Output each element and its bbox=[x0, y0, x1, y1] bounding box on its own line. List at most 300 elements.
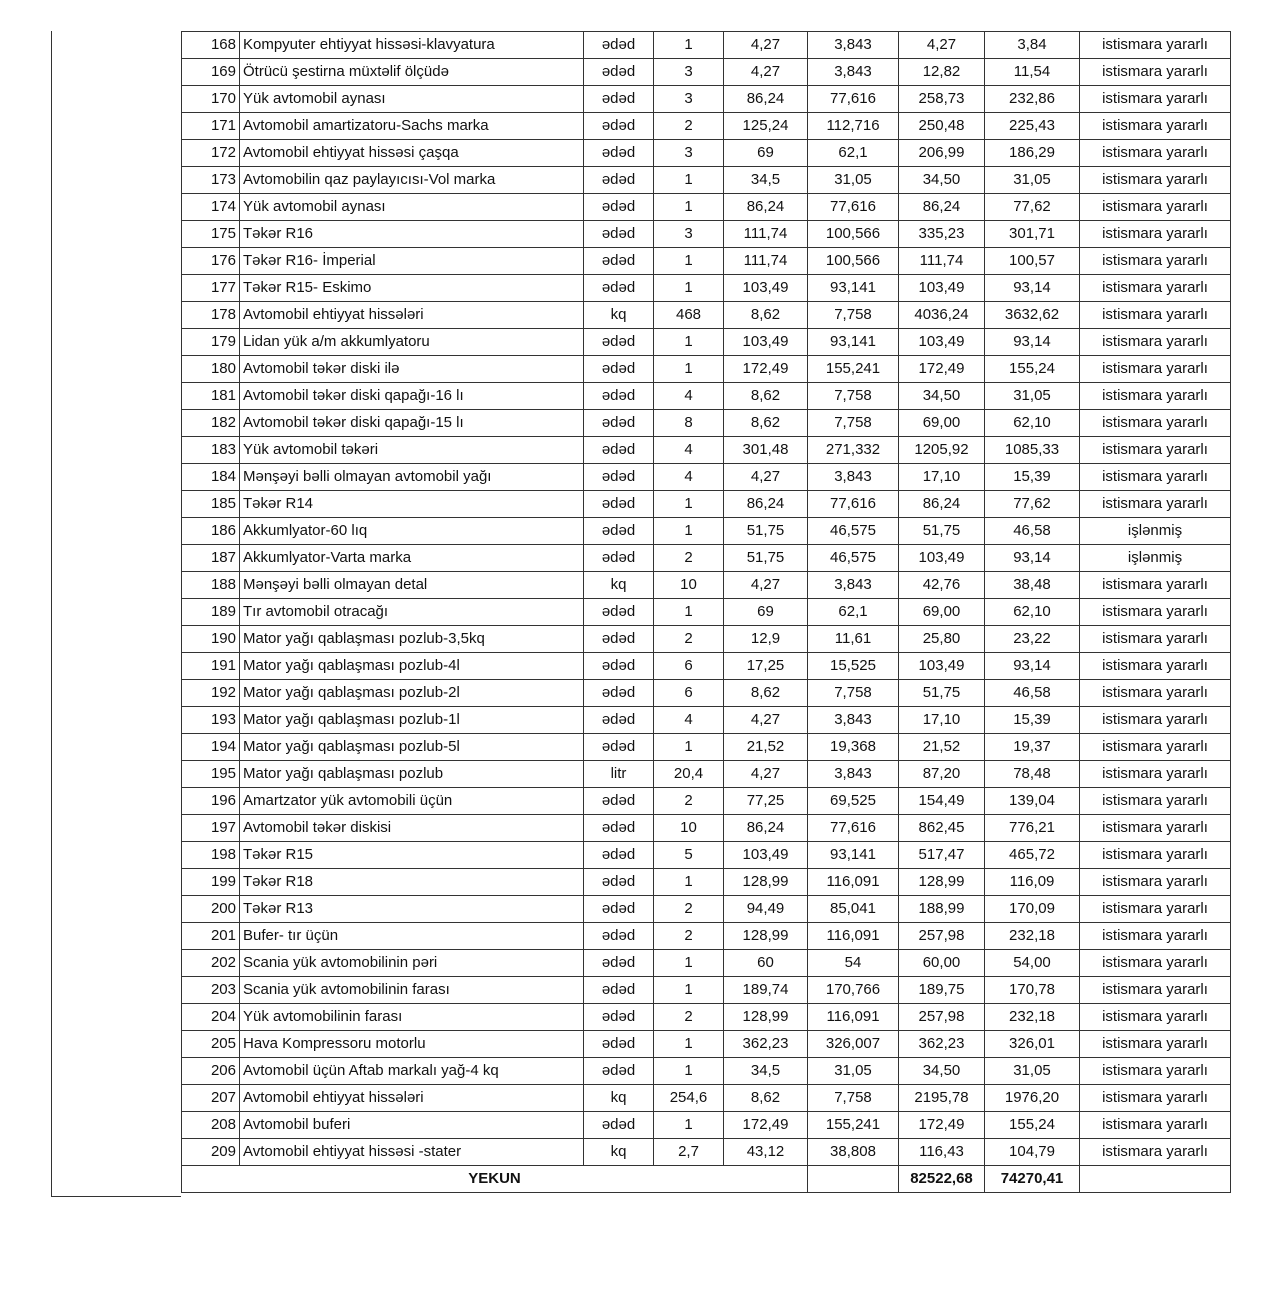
table-row bbox=[182, 545, 1231, 572]
total-price: 69,00 bbox=[899, 599, 985, 626]
item-name: Təkər R14 bbox=[240, 491, 584, 518]
total-price: 51,75 bbox=[899, 680, 985, 707]
row-number: 171 bbox=[182, 113, 240, 140]
condition-status: istismara yararlı bbox=[1080, 977, 1231, 1004]
table-row bbox=[182, 140, 1231, 167]
total-price-adjusted: 31,05 bbox=[985, 383, 1080, 410]
total-price: 103,49 bbox=[899, 545, 985, 572]
table-row bbox=[182, 59, 1231, 86]
table-row bbox=[182, 572, 1231, 599]
unit: litr bbox=[584, 761, 654, 788]
total-price-adjusted: 93,14 bbox=[985, 329, 1080, 356]
unit-price: 128,99 bbox=[724, 869, 808, 896]
row-number: 169 bbox=[182, 59, 240, 86]
quantity: 6 bbox=[654, 653, 724, 680]
row-number: 204 bbox=[182, 1004, 240, 1031]
total-price: 862,45 bbox=[899, 815, 985, 842]
total-price-adjusted: 301,71 bbox=[985, 221, 1080, 248]
quantity: 3 bbox=[654, 59, 724, 86]
unit-price-adjusted: 31,05 bbox=[808, 1058, 899, 1085]
unit: ədəd bbox=[584, 32, 654, 59]
table-row bbox=[182, 356, 1231, 383]
quantity: 20,4 bbox=[654, 761, 724, 788]
unit: ədəd bbox=[584, 923, 654, 950]
item-name: Mator yağı qablaşması pozlub-4l bbox=[240, 653, 584, 680]
quantity: 2 bbox=[654, 626, 724, 653]
total-price: 42,76 bbox=[899, 572, 985, 599]
total-price: 116,43 bbox=[899, 1139, 985, 1166]
unit-price-adjusted: 93,141 bbox=[808, 275, 899, 302]
item-name: Təkər R16 bbox=[240, 221, 584, 248]
unit: ədəd bbox=[584, 707, 654, 734]
quantity: 2 bbox=[654, 923, 724, 950]
table-row bbox=[182, 1004, 1231, 1031]
unit: ədəd bbox=[584, 950, 654, 977]
unit-price: 34,5 bbox=[724, 167, 808, 194]
total-price: 34,50 bbox=[899, 383, 985, 410]
unit-price: 128,99 bbox=[724, 923, 808, 950]
item-name: Təkər R15 bbox=[240, 842, 584, 869]
total-price-adjusted: 170,78 bbox=[985, 977, 1080, 1004]
total-price-adjusted: 155,24 bbox=[985, 1112, 1080, 1139]
unit-price-adjusted: 15,525 bbox=[808, 653, 899, 680]
row-number: 193 bbox=[182, 707, 240, 734]
quantity: 1 bbox=[654, 329, 724, 356]
condition-status: istismara yararlı bbox=[1080, 248, 1231, 275]
total-price-adjusted: 100,57 bbox=[985, 248, 1080, 275]
unit: ədəd bbox=[584, 275, 654, 302]
total-price: 128,99 bbox=[899, 869, 985, 896]
unit: ədəd bbox=[584, 626, 654, 653]
table-row bbox=[182, 518, 1231, 545]
unit-price-adjusted: 116,091 bbox=[808, 869, 899, 896]
item-name: Ötrücü şestirna müxtəlif ölçüdə bbox=[240, 59, 584, 86]
row-number: 178 bbox=[182, 302, 240, 329]
total-price-adjusted: 225,43 bbox=[985, 113, 1080, 140]
total-price-adjusted: 1085,33 bbox=[985, 437, 1080, 464]
total-price: 154,49 bbox=[899, 788, 985, 815]
total-label: YEKUN bbox=[182, 1166, 808, 1193]
total-price-adjusted: 776,21 bbox=[985, 815, 1080, 842]
unit-price: 94,49 bbox=[724, 896, 808, 923]
table-row bbox=[182, 194, 1231, 221]
table-row bbox=[182, 32, 1231, 59]
table-row bbox=[182, 437, 1231, 464]
table-row bbox=[182, 302, 1231, 329]
unit-price-adjusted: 19,368 bbox=[808, 734, 899, 761]
unit-price-adjusted: 3,843 bbox=[808, 32, 899, 59]
unit: ədəd bbox=[584, 842, 654, 869]
unit-price: 103,49 bbox=[724, 275, 808, 302]
unit-price-adjusted: 7,758 bbox=[808, 1085, 899, 1112]
item-name: Avtomobil təkər diskisi bbox=[240, 815, 584, 842]
item-name: Avtomobil ehtiyyat hissələri bbox=[240, 1085, 584, 1112]
total-price-adjusted: 31,05 bbox=[985, 167, 1080, 194]
item-name: Avtomobil ehtiyyat hissəsi çaşqa bbox=[240, 140, 584, 167]
total-status-empty bbox=[1080, 1166, 1231, 1193]
unit-price: 86,24 bbox=[724, 491, 808, 518]
unit-price-adjusted: 77,616 bbox=[808, 491, 899, 518]
row-number: 173 bbox=[182, 167, 240, 194]
unit: ədəd bbox=[584, 86, 654, 113]
item-name: Bufer- tır üçün bbox=[240, 923, 584, 950]
item-name: Yük avtomobilinin farası bbox=[240, 1004, 584, 1031]
unit-price-adjusted: 11,61 bbox=[808, 626, 899, 653]
quantity: 1 bbox=[654, 1058, 724, 1085]
unit-price: 4,27 bbox=[724, 59, 808, 86]
unit: ədəd bbox=[584, 545, 654, 572]
condition-status: istismara yararlı bbox=[1080, 221, 1231, 248]
unit: ədəd bbox=[584, 167, 654, 194]
row-number: 183 bbox=[182, 437, 240, 464]
unit: kq bbox=[584, 1139, 654, 1166]
unit: ədəd bbox=[584, 896, 654, 923]
condition-status: istismara yararlı bbox=[1080, 1139, 1231, 1166]
unit: kq bbox=[584, 302, 654, 329]
unit: ədəd bbox=[584, 383, 654, 410]
item-name: Avtomobil təkər diski qapağı-16 lı bbox=[240, 383, 584, 410]
quantity: 1 bbox=[654, 167, 724, 194]
total-price: 189,75 bbox=[899, 977, 985, 1004]
row-number: 182 bbox=[182, 410, 240, 437]
quantity: 3 bbox=[654, 140, 724, 167]
unit-price: 128,99 bbox=[724, 1004, 808, 1031]
table-row bbox=[182, 1139, 1231, 1166]
row-number: 170 bbox=[182, 86, 240, 113]
total-price-adjusted: 93,14 bbox=[985, 545, 1080, 572]
unit-price-adjusted: 116,091 bbox=[808, 923, 899, 950]
total-price-adjusted: 3,84 bbox=[985, 32, 1080, 59]
total-price: 2195,78 bbox=[899, 1085, 985, 1112]
total-price-adjusted: 11,54 bbox=[985, 59, 1080, 86]
condition-status: istismara yararlı bbox=[1080, 383, 1231, 410]
table-row bbox=[182, 896, 1231, 923]
condition-status: istismara yararlı bbox=[1080, 356, 1231, 383]
unit-price-adjusted: 3,843 bbox=[808, 464, 899, 491]
table-row bbox=[182, 815, 1231, 842]
table-row bbox=[182, 383, 1231, 410]
item-name: Yük avtomobil aynası bbox=[240, 194, 584, 221]
row-number: 191 bbox=[182, 653, 240, 680]
unit-price: 60 bbox=[724, 950, 808, 977]
table-row bbox=[182, 680, 1231, 707]
unit-price: 43,12 bbox=[724, 1139, 808, 1166]
item-name: Hava Kompressoru motorlu bbox=[240, 1031, 584, 1058]
total-price-adjusted: 77,62 bbox=[985, 491, 1080, 518]
row-number: 180 bbox=[182, 356, 240, 383]
total-price: 21,52 bbox=[899, 734, 985, 761]
unit-price: 8,62 bbox=[724, 1085, 808, 1112]
quantity: 1 bbox=[654, 1112, 724, 1139]
condition-status: istismara yararlı bbox=[1080, 329, 1231, 356]
total-price-adjusted: 38,48 bbox=[985, 572, 1080, 599]
condition-status: istismara yararlı bbox=[1080, 113, 1231, 140]
unit-price-adjusted: 54 bbox=[808, 950, 899, 977]
quantity: 8 bbox=[654, 410, 724, 437]
unit: ədəd bbox=[584, 518, 654, 545]
table-row bbox=[182, 86, 1231, 113]
unit: ədəd bbox=[584, 437, 654, 464]
condition-status: istismara yararlı bbox=[1080, 572, 1231, 599]
unit-price: 69 bbox=[724, 599, 808, 626]
table-row bbox=[182, 869, 1231, 896]
unit-price: 111,74 bbox=[724, 248, 808, 275]
total-price-adjusted: 78,48 bbox=[985, 761, 1080, 788]
unit-price: 8,62 bbox=[724, 302, 808, 329]
total-price-adjusted: 170,09 bbox=[985, 896, 1080, 923]
quantity: 2 bbox=[654, 545, 724, 572]
unit: ədəd bbox=[584, 194, 654, 221]
total-price: 103,49 bbox=[899, 275, 985, 302]
unit-price: 172,49 bbox=[724, 356, 808, 383]
total-price-adjusted: 139,04 bbox=[985, 788, 1080, 815]
quantity: 3 bbox=[654, 86, 724, 113]
total-price: 103,49 bbox=[899, 329, 985, 356]
unit: ədəd bbox=[584, 1031, 654, 1058]
unit-price: 172,49 bbox=[724, 1112, 808, 1139]
total-row bbox=[182, 1166, 1231, 1193]
total-price: 87,20 bbox=[899, 761, 985, 788]
unit: ədəd bbox=[584, 1004, 654, 1031]
total-price-adjusted: 62,10 bbox=[985, 410, 1080, 437]
unit-price-adjusted: 3,843 bbox=[808, 572, 899, 599]
condition-status: işlənmiş bbox=[1080, 545, 1231, 572]
item-name: Mator yağı qablaşması pozlub-3,5kq bbox=[240, 626, 584, 653]
unit-price: 111,74 bbox=[724, 221, 808, 248]
row-number: 168 bbox=[182, 32, 240, 59]
total-price: 17,10 bbox=[899, 707, 985, 734]
quantity: 4 bbox=[654, 707, 724, 734]
unit: ədəd bbox=[584, 329, 654, 356]
quantity: 2 bbox=[654, 788, 724, 815]
item-name: Mator yağı qablaşması pozlub bbox=[240, 761, 584, 788]
condition-status: istismara yararlı bbox=[1080, 950, 1231, 977]
total-price: 258,73 bbox=[899, 86, 985, 113]
unit-price: 8,62 bbox=[724, 680, 808, 707]
item-name: Yük avtomobil təkəri bbox=[240, 437, 584, 464]
total-price-adjusted: 31,05 bbox=[985, 1058, 1080, 1085]
total-price: 1205,92 bbox=[899, 437, 985, 464]
unit-price: 189,74 bbox=[724, 977, 808, 1004]
item-name: Kompyuter ehtiyyat hissəsi-klavyatura bbox=[240, 32, 584, 59]
item-name: Amartzator yük avtomobili üçün bbox=[240, 788, 584, 815]
table-row bbox=[182, 464, 1231, 491]
table-row bbox=[182, 1112, 1231, 1139]
row-number: 203 bbox=[182, 977, 240, 1004]
condition-status: istismara yararlı bbox=[1080, 1085, 1231, 1112]
condition-status: istismara yararlı bbox=[1080, 59, 1231, 86]
quantity: 4 bbox=[654, 437, 724, 464]
item-name: Avtomobil buferi bbox=[240, 1112, 584, 1139]
condition-status: istismara yararlı bbox=[1080, 869, 1231, 896]
quantity: 5 bbox=[654, 842, 724, 869]
row-number: 176 bbox=[182, 248, 240, 275]
total-price-adjusted: 116,09 bbox=[985, 869, 1080, 896]
unit-price-adjusted: 7,758 bbox=[808, 383, 899, 410]
table-row bbox=[182, 923, 1231, 950]
unit: ədəd bbox=[584, 491, 654, 518]
total-price: 172,49 bbox=[899, 1112, 985, 1139]
total-price-adjusted: 1976,20 bbox=[985, 1085, 1080, 1112]
unit-price-adjusted: 69,525 bbox=[808, 788, 899, 815]
total-price-adjusted: 19,37 bbox=[985, 734, 1080, 761]
unit: ədəd bbox=[584, 680, 654, 707]
row-number: 195 bbox=[182, 761, 240, 788]
total-price: 103,49 bbox=[899, 653, 985, 680]
row-number: 181 bbox=[182, 383, 240, 410]
unit-price-adjusted: 46,575 bbox=[808, 518, 899, 545]
total-price: 86,24 bbox=[899, 491, 985, 518]
unit-price: 103,49 bbox=[724, 842, 808, 869]
condition-status: istismara yararlı bbox=[1080, 734, 1231, 761]
condition-status: istismara yararlı bbox=[1080, 491, 1231, 518]
table-row bbox=[182, 842, 1231, 869]
quantity: 1 bbox=[654, 32, 724, 59]
item-name: Təkər R18 bbox=[240, 869, 584, 896]
total-price-adjusted: 104,79 bbox=[985, 1139, 1080, 1166]
item-name: Mənşəyi bəlli olmayan avtomobil yağı bbox=[240, 464, 584, 491]
row-number: 189 bbox=[182, 599, 240, 626]
item-name: Avtomobil amartizatoru-Sachs marka bbox=[240, 113, 584, 140]
unit-price-adjusted: 326,007 bbox=[808, 1031, 899, 1058]
unit-price-adjusted: 100,566 bbox=[808, 248, 899, 275]
unit: ədəd bbox=[584, 815, 654, 842]
total-price-adjusted: 62,10 bbox=[985, 599, 1080, 626]
unit-price: 86,24 bbox=[724, 86, 808, 113]
total-price: 51,75 bbox=[899, 518, 985, 545]
quantity: 1 bbox=[654, 734, 724, 761]
unit-price-adjusted: 31,05 bbox=[808, 167, 899, 194]
condition-status: istismara yararlı bbox=[1080, 923, 1231, 950]
condition-status: istismara yararlı bbox=[1080, 842, 1231, 869]
total-price-adjusted: 3632,62 bbox=[985, 302, 1080, 329]
unit-price: 362,23 bbox=[724, 1031, 808, 1058]
unit-price-adjusted: 46,575 bbox=[808, 545, 899, 572]
row-number: 208 bbox=[182, 1112, 240, 1139]
unit-price: 86,24 bbox=[724, 194, 808, 221]
unit-price-adjusted: 62,1 bbox=[808, 599, 899, 626]
condition-status: istismara yararlı bbox=[1080, 275, 1231, 302]
total-price: 4,27 bbox=[899, 32, 985, 59]
unit: kq bbox=[584, 1085, 654, 1112]
quantity: 254,6 bbox=[654, 1085, 724, 1112]
total-sum: 82522,68 bbox=[899, 1166, 985, 1193]
quantity: 10 bbox=[654, 815, 724, 842]
unit-price: 4,27 bbox=[724, 572, 808, 599]
row-number: 186 bbox=[182, 518, 240, 545]
row-number: 200 bbox=[182, 896, 240, 923]
unit-price-adjusted: 170,766 bbox=[808, 977, 899, 1004]
row-number: 205 bbox=[182, 1031, 240, 1058]
quantity: 2,7 bbox=[654, 1139, 724, 1166]
unit: ədəd bbox=[584, 113, 654, 140]
condition-status: işlənmiş bbox=[1080, 518, 1231, 545]
total-sum2: 74270,41 bbox=[985, 1166, 1080, 1193]
total-price-adjusted: 15,39 bbox=[985, 707, 1080, 734]
item-name: Avtomobil ehtiyyat hissələri bbox=[240, 302, 584, 329]
row-number: 198 bbox=[182, 842, 240, 869]
condition-status: istismara yararlı bbox=[1080, 1112, 1231, 1139]
row-number: 174 bbox=[182, 194, 240, 221]
condition-status: istismara yararlı bbox=[1080, 626, 1231, 653]
table-row bbox=[182, 950, 1231, 977]
total-price-adjusted: 93,14 bbox=[985, 653, 1080, 680]
table-row bbox=[182, 329, 1231, 356]
total-price-adjusted: 326,01 bbox=[985, 1031, 1080, 1058]
unit-price-adjusted: 155,241 bbox=[808, 1112, 899, 1139]
table-row bbox=[182, 491, 1231, 518]
unit-price: 103,49 bbox=[724, 329, 808, 356]
condition-status: istismara yararlı bbox=[1080, 761, 1231, 788]
item-name: Mənşəyi bəlli olmayan detal bbox=[240, 572, 584, 599]
table-row bbox=[182, 734, 1231, 761]
unit: ədəd bbox=[584, 869, 654, 896]
table-row bbox=[182, 248, 1231, 275]
condition-status: istismara yararlı bbox=[1080, 167, 1231, 194]
unit-price: 8,62 bbox=[724, 383, 808, 410]
unit-price-adjusted: 112,716 bbox=[808, 113, 899, 140]
row-number: 206 bbox=[182, 1058, 240, 1085]
total-price: 188,99 bbox=[899, 896, 985, 923]
total-price-adjusted: 232,86 bbox=[985, 86, 1080, 113]
item-name: Avtomobilin qaz paylayıcısı-Vol marka bbox=[240, 167, 584, 194]
unit-price: 8,62 bbox=[724, 410, 808, 437]
unit-price: 69 bbox=[724, 140, 808, 167]
row-number: 192 bbox=[182, 680, 240, 707]
total-price: 335,23 bbox=[899, 221, 985, 248]
row-number: 187 bbox=[182, 545, 240, 572]
unit-price-adjusted: 100,566 bbox=[808, 221, 899, 248]
item-name: Təkər R15- Eskimo bbox=[240, 275, 584, 302]
quantity: 3 bbox=[654, 221, 724, 248]
unit-price-adjusted: 3,843 bbox=[808, 59, 899, 86]
unit: kq bbox=[584, 572, 654, 599]
unit-price: 4,27 bbox=[724, 761, 808, 788]
total-empty-cell bbox=[808, 1166, 899, 1193]
row-number: 207 bbox=[182, 1085, 240, 1112]
row-number: 175 bbox=[182, 221, 240, 248]
row-number: 188 bbox=[182, 572, 240, 599]
table-row bbox=[182, 1058, 1231, 1085]
unit-price-adjusted: 7,758 bbox=[808, 410, 899, 437]
quantity: 1 bbox=[654, 599, 724, 626]
unit-price: 51,75 bbox=[724, 545, 808, 572]
total-price-adjusted: 46,58 bbox=[985, 680, 1080, 707]
total-price-adjusted: 232,18 bbox=[985, 1004, 1080, 1031]
unit-price: 34,5 bbox=[724, 1058, 808, 1085]
unit-price-adjusted: 116,091 bbox=[808, 1004, 899, 1031]
quantity: 1 bbox=[654, 194, 724, 221]
condition-status: istismara yararlı bbox=[1080, 815, 1231, 842]
table-row bbox=[182, 599, 1231, 626]
row-number: 179 bbox=[182, 329, 240, 356]
condition-status: istismara yararlı bbox=[1080, 194, 1231, 221]
total-price: 362,23 bbox=[899, 1031, 985, 1058]
unit-price: 301,48 bbox=[724, 437, 808, 464]
condition-status: istismara yararlı bbox=[1080, 410, 1231, 437]
table-row bbox=[182, 410, 1231, 437]
quantity: 2 bbox=[654, 113, 724, 140]
table-row bbox=[182, 1085, 1231, 1112]
item-name: Akkumlyator-Varta marka bbox=[240, 545, 584, 572]
quantity: 1 bbox=[654, 356, 724, 383]
condition-status: istismara yararlı bbox=[1080, 1004, 1231, 1031]
unit-price-adjusted: 155,241 bbox=[808, 356, 899, 383]
total-price: 206,99 bbox=[899, 140, 985, 167]
table-row bbox=[182, 167, 1231, 194]
condition-status: istismara yararlı bbox=[1080, 302, 1231, 329]
total-price: 257,98 bbox=[899, 923, 985, 950]
